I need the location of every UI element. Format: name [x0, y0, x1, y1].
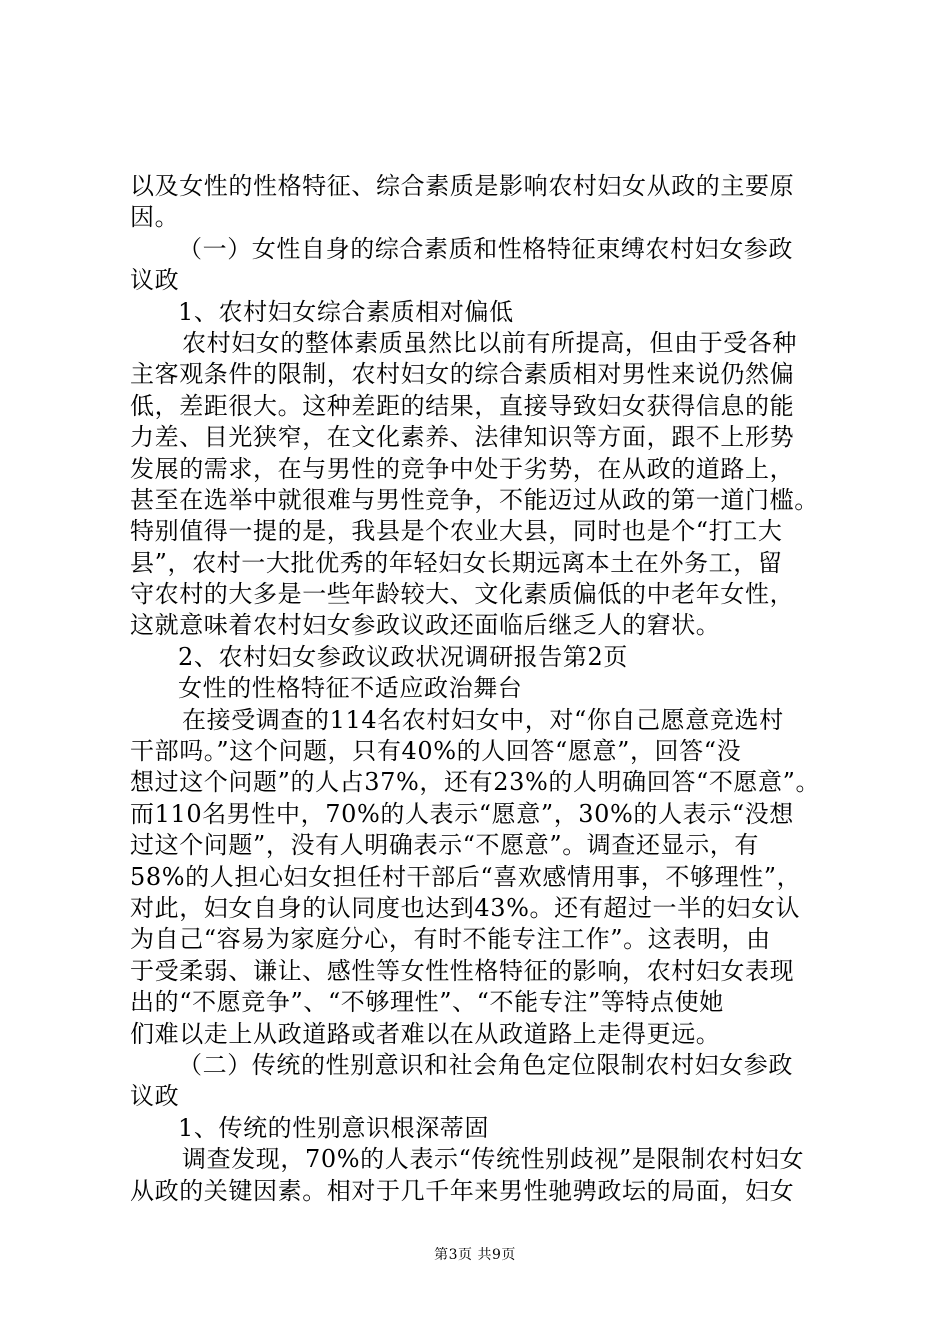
subsection-heading: 2、农村妇女参政议政状况调研报告第2页: [178, 642, 628, 671]
body-line: 过这个问题”，没有人明确表示“不愿意”。调查还显示，有: [130, 831, 760, 860]
section-heading-continuation: 议政: [130, 1082, 180, 1111]
paragraph-first-line: 农村妇女的整体素质虽然比以前有所提高，但由于受各种: [182, 328, 797, 357]
body-line: 出的“不愿竞争”、“不够理性”、“不能专注”等特点使她: [130, 988, 724, 1017]
subsection-heading: 1、农村妇女综合素质相对偏低: [178, 297, 514, 326]
body-line: 58%的人担心妇女担任村干部后“喜欢感情用事，不够理性”，: [130, 862, 802, 891]
body-line: 县”，农村一大批优秀的年轻妇女长期远离本土在外务工，留: [130, 548, 783, 577]
body-line: 甚至在选举中就很难与男性竞争，不能迈过从政的第一道门槛。: [130, 485, 819, 514]
body-line: 干部吗。”这个问题，只有40%的人回答“愿意”，回答“没: [130, 737, 742, 766]
document-body: [130, 171, 840, 1207]
subsection-heading: 女性的性格特征不适应政治舞台: [178, 674, 523, 703]
body-line: 从政的关键因素。相对于几千年来男性驰骋政坛的局面，妇女: [130, 1176, 795, 1205]
page-number-footer: 第3页 共9页: [434, 1247, 516, 1263]
body-line: 主客观条件的限制，农村妇女的综合素质相对男性来说仍然偏: [130, 360, 795, 389]
body-line: 发展的需求，在与男性的竞争中处于劣势，在从政的道路上，: [130, 454, 795, 483]
body-line: 低，差距很大。这种差距的结果，直接导致妇女获得信息的能: [130, 391, 795, 420]
body-line: 于受柔弱、谦让、感性等女性性格特征的影响，农村妇女表现: [130, 956, 795, 985]
body-line: 对此，妇女自身的认同度也达到43%。还有超过一半的妇女认: [130, 893, 801, 922]
body-line: 为自己“容易为家庭分心，有时不能专注工作”。这表明，由: [130, 925, 771, 954]
body-line: 特别值得一提的是，我县是个农业大县，同时也是个“打工大: [130, 517, 783, 546]
body-line: 们难以走上从政道路或者难以在从政道路上走得更远。: [130, 1019, 721, 1048]
section-heading: （一）女性自身的综合素质和性格特征束缚农村妇女参政: [178, 234, 793, 263]
paragraph-first-line: 调查发现，70%的人表示“传统性别歧视”是限制农村妇女: [182, 1145, 805, 1174]
section-heading-continuation: 议政: [130, 266, 180, 295]
body-line: 以及女性的性格特征、综合素质是影响农村妇女从政的主要原: [130, 172, 795, 200]
body-line: 守农村的大多是一些年龄较大、文化素质偏低的中老年女性，: [130, 580, 795, 609]
subsection-heading: 1、传统的性别意识根深蒂固: [178, 1113, 490, 1142]
body-line: 因。: [130, 203, 180, 232]
body-line: 而110名男性中，70%的人表示“愿意”，30%的人表示“没想: [130, 799, 794, 828]
body-line: 想过这个问题”的人占37%，还有23%的人明确回答“不愿意”。: [130, 768, 821, 797]
paragraph-first-line: 在接受调查的114名农村妇女中，对“你自己愿意竞选村: [182, 705, 784, 734]
section-heading: （二）传统的性别意识和社会角色定位限制农村妇女参政: [178, 1050, 793, 1079]
body-line: 这就意味着农村妇女参政议政还面临后继乏人的窘状。: [130, 611, 721, 640]
body-line: 力差、目光狭窄，在文化素养、法律知识等方面，跟不上形势: [130, 423, 795, 452]
